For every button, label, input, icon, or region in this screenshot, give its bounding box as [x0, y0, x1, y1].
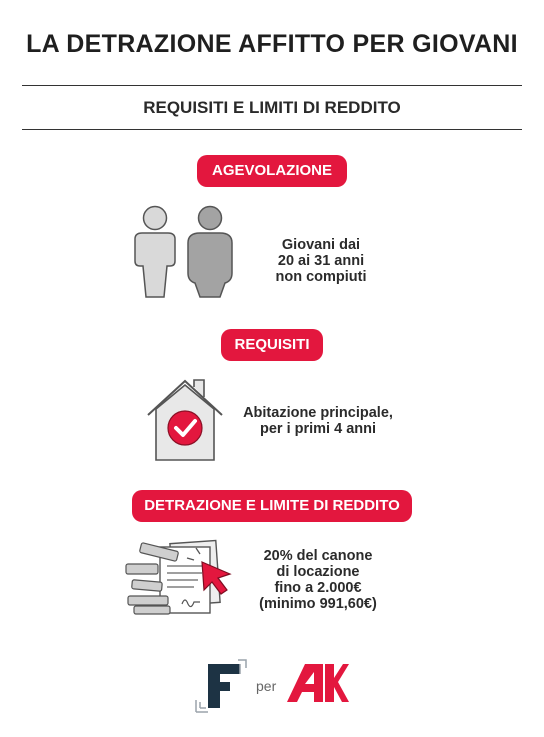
ak-logo: [287, 662, 349, 704]
desc-line: fino a 2.000€: [274, 580, 362, 596]
desc-line: 20 ai 31 anni: [277, 253, 365, 269]
top-divider: [22, 85, 522, 86]
agevolazione-description: [256, 237, 386, 285]
desc-line: 20% del canone: [263, 548, 373, 564]
requisiti-description: [232, 405, 404, 437]
bottom-divider: [22, 129, 522, 130]
documents-cursor-icon: [124, 538, 236, 618]
logo-connector: per: [256, 678, 277, 694]
f-logo: [194, 656, 248, 714]
two-people-icon: [128, 203, 240, 301]
desc-line: Giovani dai: [281, 237, 361, 253]
page-subtitle: REQUISITI E LIMITI DI REDDITO: [143, 98, 401, 117]
requisiti-badge: REQUISITI: [221, 329, 323, 361]
agevolazione-badge: AGEVOLAZIONE: [197, 155, 347, 187]
desc-line: non compiuti: [275, 269, 367, 285]
page-title: LA DETRAZIONE AFFITTO PER GIOVANI: [26, 30, 518, 58]
house-check-icon: [146, 377, 224, 463]
desc-line: di locazione: [276, 564, 360, 580]
desc-line: (minimo 991,60€): [259, 596, 377, 612]
detrazione-description: [244, 548, 392, 612]
desc-line: per i primi 4 anni: [259, 421, 377, 437]
desc-line: Abitazione principale,: [243, 405, 393, 421]
detrazione-badge: DETRAZIONE E LIMITE DI REDDITO: [132, 490, 412, 522]
